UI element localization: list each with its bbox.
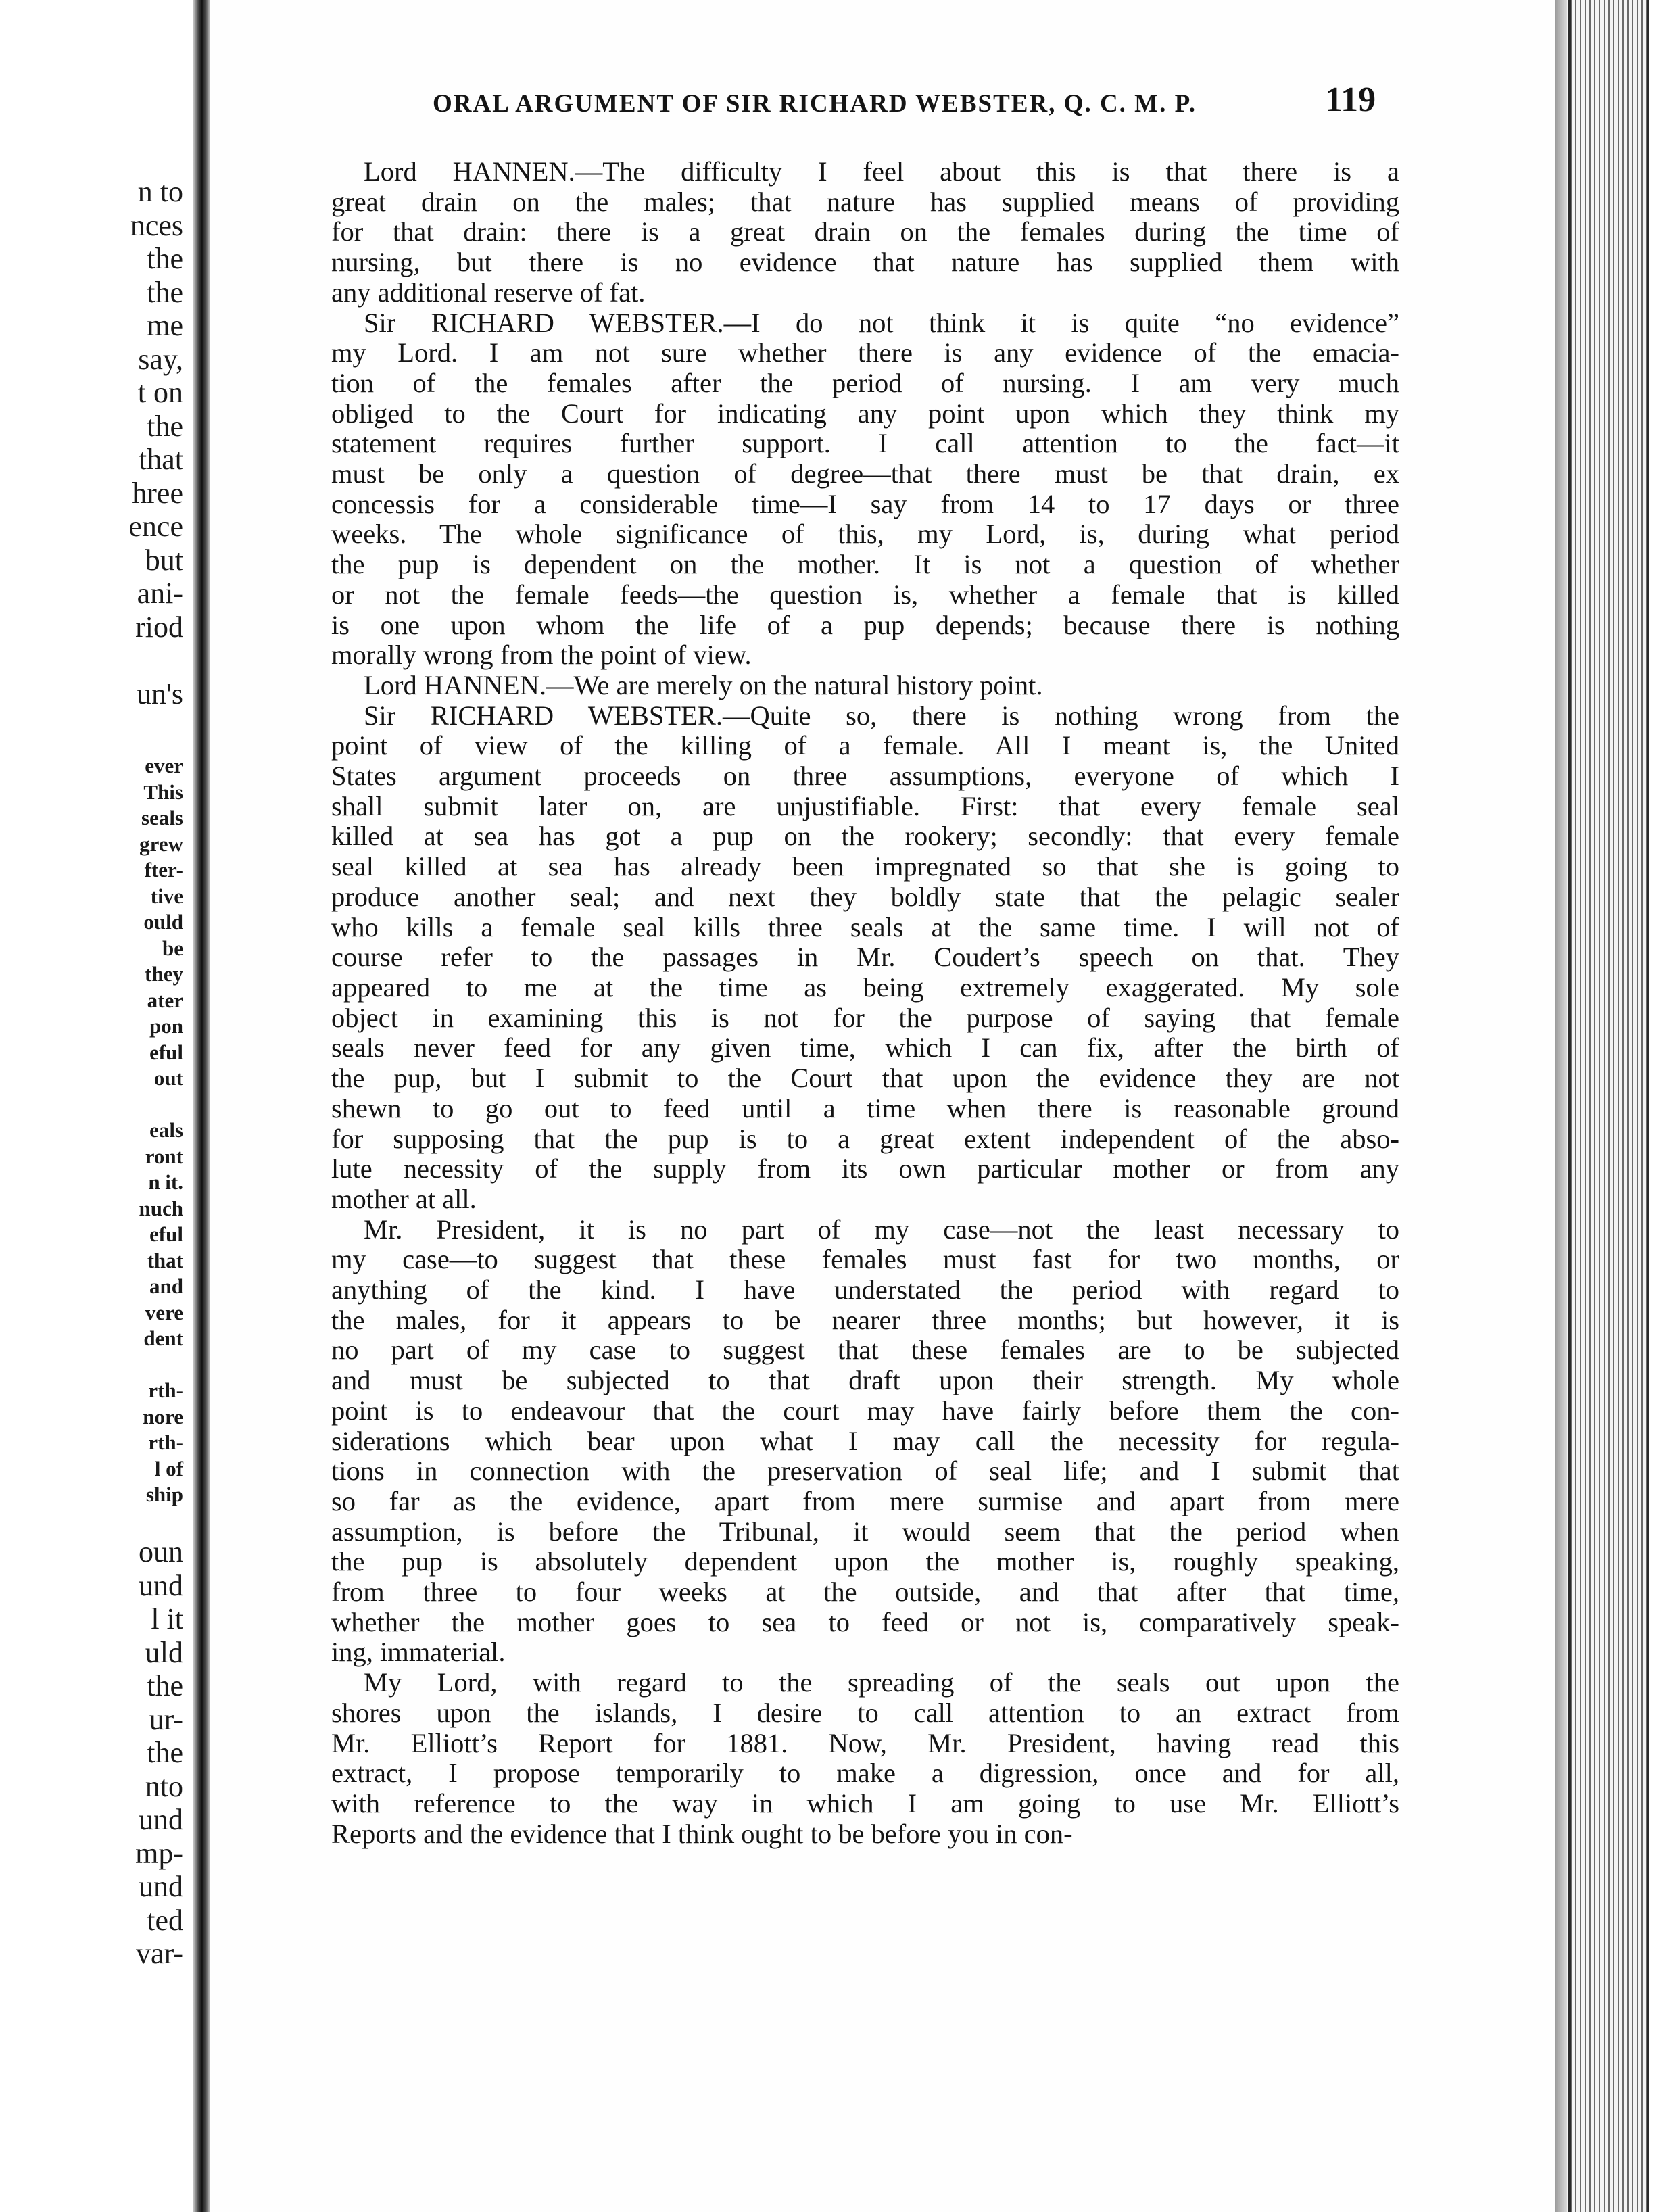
text-line: shores upon the islands, I desire to call attention to an extract from — [331, 1697, 1399, 1728]
text-line: My Lord, with regard to the spreading of the seals out upon the — [364, 1667, 1399, 1698]
text-line: for that drain: there is a great drain on the females during the time of — [331, 216, 1399, 247]
text-line: and must be subjected to that draft upon their strength. My whole — [331, 1365, 1399, 1396]
text-line: point of view of the killing of a female. All I meant is, the United — [331, 730, 1399, 761]
facing-page-text: the — [147, 275, 183, 309]
text-line: from three to four weeks at the outside, and that after that time, — [331, 1577, 1399, 1608]
facing-page-text: nces — [130, 208, 183, 242]
text-line: nursing, but there is no evidence that nature has supplied them with — [331, 247, 1399, 278]
facing-page-text: ould — [143, 910, 183, 934]
text-line: morally wrong from the point of view. — [331, 640, 752, 671]
facing-page-text: l it — [151, 1602, 183, 1635]
paragraph — [331, 1215, 1399, 1668]
text-line: obliged to the Court for indicating any point upon which they think my — [331, 398, 1399, 429]
text-line: seals never feed for any given time, which I can fix, after the birth of — [331, 1032, 1399, 1063]
facing-page-text: nto — [145, 1769, 183, 1803]
facing-page-text: und — [139, 1803, 183, 1836]
text-line: weeks. The whole significance of this, my Lord, is, during what period — [331, 519, 1399, 550]
facing-page-text: seals — [141, 806, 183, 830]
text-line: any additional reserve of fat. — [331, 276, 646, 308]
facing-page-text: the — [147, 409, 183, 443]
text-line: lute necessity of the supply from its own particular mother or from any — [331, 1153, 1399, 1184]
text-line: Sir RICHARD WEBSTER.—Quite so, there is nothing wrong from the — [364, 700, 1399, 731]
facing-page-text: ship — [145, 1483, 183, 1506]
text-line: the pup is absolutely dependent upon the mother is, roughly speaking, — [331, 1546, 1399, 1577]
facing-page-text: un's — [136, 677, 183, 711]
text-line: siderations which bear upon what I may call the necessity for regula- — [331, 1425, 1399, 1456]
facing-page-text: say, — [138, 342, 183, 376]
text-line: must be only a question of degree—that there must be that drain, ex — [331, 458, 1399, 489]
text-line: mother at all. — [331, 1183, 477, 1214]
facing-page-text: riod — [135, 610, 183, 644]
text-line: is one upon whom the life of a pup depends; because there is nothing — [331, 609, 1399, 640]
text-line: object in examining this is not for the purpose of saying that female — [331, 1002, 1399, 1033]
text-line: shewn to go out to feed until a time when there is reasonable ground — [331, 1092, 1399, 1124]
page-edges — [1555, 0, 1663, 2212]
facing-page-text: nuch — [139, 1196, 183, 1220]
page-number: 119 — [1325, 80, 1376, 119]
stacked-page-edges — [1567, 0, 1648, 2212]
facing-page-text: und — [139, 1870, 183, 1903]
running-head: ORAL ARGUMENT OF SIR RICHARD WEBSTER, Q. C. M. P. — [433, 90, 1197, 118]
facing-page-text: they — [145, 962, 183, 986]
facing-page-text: rth- — [148, 1378, 183, 1402]
facing-page-text: that — [147, 1248, 183, 1272]
facing-page-text: ur- — [149, 1702, 183, 1736]
facing-page-text: the — [147, 1736, 183, 1769]
text-line: appeared to me at the time as being extremely exaggerated. My sole — [331, 971, 1399, 1003]
page-edge-line — [1647, 0, 1649, 2212]
facing-page-text: var- — [136, 1937, 183, 1970]
text-line: course refer to the passages in Mr. Coudert’s speech on that. They — [331, 942, 1399, 973]
facing-page-text: ever — [145, 754, 183, 777]
facing-page-text: eful — [149, 1222, 183, 1246]
facing-page-text: This — [143, 779, 183, 804]
text-line: point is to endeavour that the court may have fairly before them the con- — [331, 1395, 1399, 1426]
facing-page-text: the — [147, 242, 183, 275]
facing-page-text: fter- — [144, 858, 183, 882]
facing-page-text: t on — [137, 376, 183, 409]
facing-page-text: uld — [145, 1635, 183, 1669]
facing-page-text: ted — [147, 1903, 183, 1937]
facing-page-text: nore — [143, 1404, 183, 1428]
facing-page-text: eful — [149, 1040, 183, 1064]
text-line: anything of the kind. I have understated the period with regard to — [331, 1274, 1399, 1305]
facing-page-text: rth- — [148, 1430, 183, 1454]
facing-page-fragment — [0, 0, 193, 2212]
facing-page-text: tive — [150, 884, 183, 908]
text-line: ing, immaterial. — [331, 1637, 506, 1668]
text-line: the males, for it appears to be nearer three months; but however, it is — [331, 1304, 1399, 1335]
facing-page-text: and — [149, 1274, 183, 1298]
text-line: my Lord. I am not sure whether there is any evidence of the emacia- — [331, 337, 1399, 368]
facing-page-text: ani- — [137, 577, 183, 610]
paragraph — [331, 157, 1399, 308]
text-line: seal killed at sea has already been impregnated so that she is going to — [331, 851, 1399, 882]
page-edge-line — [1568, 0, 1571, 2212]
facing-page-text: but — [145, 543, 183, 577]
body-text — [331, 157, 1399, 1849]
paragraph — [331, 308, 1399, 671]
text-line: shall submit later on, are unjustifiable. First: that every female seal — [331, 790, 1399, 821]
facing-page-text: pon — [149, 1014, 183, 1038]
facing-page-text: hree — [132, 476, 183, 510]
facing-page-text: oun — [139, 1535, 183, 1568]
facing-page-text: out — [153, 1066, 183, 1090]
facing-page-text: eals — [149, 1118, 183, 1142]
text-line: Reports and the evidence that I think ought to be before you in con- — [331, 1818, 1073, 1849]
text-line: my case—to suggest that these females must fast for two months, or — [331, 1244, 1399, 1275]
facing-page-text: und — [139, 1568, 183, 1602]
facing-page-text: that — [139, 443, 183, 476]
text-line: or not the female feeds—the question is, whether a female that is killed — [331, 579, 1399, 610]
text-line: Mr. Elliott’s Report for 1881. Now, Mr. President, having read this — [331, 1727, 1399, 1758]
text-line: whether the mother goes to sea to feed or not is, comparatively speak- — [331, 1606, 1399, 1637]
facing-page-text: be — [162, 936, 183, 960]
text-line: great drain on the males; that nature has supplied means of providing — [331, 186, 1399, 217]
text-line: for supposing that the pup is to a great extent independent of the abso- — [331, 1123, 1399, 1154]
facing-page-text: me — [147, 309, 183, 342]
text-line: no part of my case to suggest that these females are to be subjected — [331, 1335, 1399, 1366]
paragraph — [331, 701, 1399, 1215]
facing-page-text: ater — [147, 988, 183, 1012]
facing-page-text: dent — [143, 1326, 183, 1350]
text-line: tion of the females after the period of nursing. I am very much — [331, 367, 1399, 398]
text-line: Mr. President, it is no part of my case—not the least necessary to — [364, 1213, 1399, 1245]
text-line: assumption, is before the Tribunal, it would seem that the period when — [331, 1516, 1399, 1547]
book-gutter — [193, 0, 210, 2212]
text-line: Sir RICHARD WEBSTER.—I do not think it is quite “no evidence” — [364, 307, 1399, 338]
facing-page-text: n to — [137, 175, 183, 208]
text-line: Lord HANNEN.—We are merely on the natural history point. — [364, 669, 1043, 700]
facing-page-text: l of — [154, 1456, 183, 1481]
facing-page-text: mp- — [135, 1836, 183, 1870]
paragraph — [331, 1668, 1399, 1849]
text-line: States argument proceeds on three assumptions, everyone of which I — [331, 761, 1399, 792]
facing-page-text: n it. — [148, 1170, 183, 1194]
text-line: extract, I propose temporarily to make a digression, once and for all, — [331, 1758, 1399, 1789]
facing-page-text: grew — [139, 832, 183, 856]
facing-page-text: the — [147, 1669, 183, 1702]
text-line: tions in connection with the preservation of seal life; and I submit that — [331, 1456, 1399, 1487]
text-line: the pup is dependent on the mother. It is not a question of whether — [331, 549, 1399, 580]
text-line: statement requires further support. I call attention to the fact—it — [331, 428, 1399, 459]
text-line: with reference to the way in which I am going to use Mr. Elliott’s — [331, 1787, 1399, 1819]
text-line: the pup, but I submit to the Court that upon the evidence they are not — [331, 1063, 1399, 1094]
text-line: who kills a female seal kills three seals at the same time. I will not of — [331, 911, 1399, 942]
text-line: concessis for a considerable time—I say from 14 to 17 days or three — [331, 488, 1399, 519]
facing-page-text: ront — [145, 1144, 183, 1168]
text-line: Lord HANNEN.—The difficulty I feel about this is that there is a — [364, 156, 1399, 187]
facing-page-text: ence — [128, 510, 183, 543]
text-line: killed at sea has got a pup on the rookery; secondly: that every female — [331, 821, 1399, 852]
text-line: so far as the evidence, apart from mere surmise and apart from mere — [331, 1485, 1399, 1516]
facing-page-text: vere — [145, 1300, 183, 1324]
paragraph — [331, 671, 1399, 701]
text-line: produce another seal; and next they boldly state that the pelagic sealer — [331, 881, 1399, 912]
